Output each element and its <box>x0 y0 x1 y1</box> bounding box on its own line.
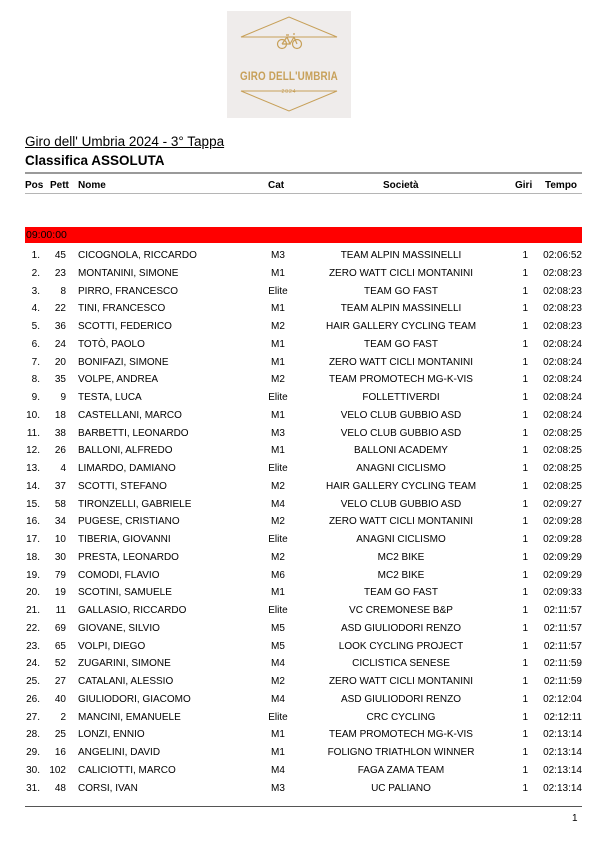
cell-team: FOLLETTIVERDI <box>362 392 440 403</box>
cell-rider-name: BALLONI, ALFREDO <box>78 445 173 457</box>
cell-position: 25. <box>26 676 40 687</box>
cell-rider-name: SCOTTI, STEFANO <box>78 480 167 492</box>
cell-laps: 1 <box>522 729 528 741</box>
cell-rider-name: TIRONZELLI, GABRIELE <box>78 498 192 510</box>
cell-category: M2 <box>271 480 285 492</box>
header-top-divider <box>25 172 582 174</box>
cell-team: ZERO WATT CICLI MONTANINI <box>328 516 474 528</box>
cell-team: HAIR GALLERY CYCLING TEAM <box>325 480 477 492</box>
cell-position: 11. <box>26 427 40 439</box>
cell-team: VELO CLUB GUBBIO ASD <box>340 409 462 421</box>
cell-laps: 1 <box>522 445 528 457</box>
cell-rider-name: CALICIOTTI, MARCO <box>78 764 176 776</box>
cell-rider-name: TESTA, LUCA <box>78 392 142 403</box>
cell-category: M1 <box>271 445 285 457</box>
cell-position: 2. <box>31 267 40 279</box>
cell-team: ZERO WATT CICLI MONTANINI <box>328 676 474 687</box>
cell-team: TEAM ALPIN MASSINELLI <box>340 250 462 261</box>
cell-position: 1. <box>31 250 40 261</box>
cell-bib-number: 16 <box>54 747 66 758</box>
cell-team: ASD GIULIODORI RENZO <box>340 693 461 705</box>
cell-rider-name: COMODI, FLAVIO <box>78 569 160 581</box>
cell-position: 15. <box>26 498 40 510</box>
cell-laps: 1 <box>522 764 528 776</box>
cell-laps: 1 <box>522 267 528 279</box>
cell-category: M3 <box>271 782 285 794</box>
cell-bib-number: 24 <box>54 338 66 350</box>
col-header-pett: Pett <box>50 180 69 191</box>
cell-position: 12. <box>26 445 40 457</box>
logo-year: 2024 <box>281 89 297 95</box>
cell-laps: 1 <box>522 587 528 599</box>
cell-laps: 1 <box>522 480 528 492</box>
cell-bib-number: 38 <box>54 427 66 439</box>
table-row <box>0 336 612 354</box>
cell-position: 9. <box>31 392 40 403</box>
cell-bib-number: 45 <box>54 250 66 261</box>
cell-time: 02:08:24 <box>543 374 582 386</box>
table-row <box>0 389 612 407</box>
table-row <box>0 247 612 265</box>
cell-category: Elite <box>268 392 288 403</box>
table-row <box>0 780 612 798</box>
cell-laps: 1 <box>522 569 528 581</box>
cell-team: MC2 BIKE <box>377 569 425 581</box>
cell-rider-name: PIRRO, FRANCESCO <box>78 285 179 297</box>
table-row <box>0 442 612 460</box>
cell-laps: 1 <box>522 605 528 616</box>
cell-bib-number: 65 <box>54 640 66 652</box>
cell-rider-name: MANCINI, EMANUELE <box>78 711 181 723</box>
cell-time: 02:08:24 <box>543 392 582 403</box>
cell-position: 31. <box>26 782 40 794</box>
cell-laps: 1 <box>522 622 528 634</box>
cell-time: 02:08:24 <box>543 356 582 368</box>
cell-team: VELO CLUB GUBBIO ASD <box>340 498 462 510</box>
cell-team: ZERO WATT CICLI MONTANINI <box>328 356 474 368</box>
cell-bib-number: 48 <box>54 782 66 794</box>
cell-bib-number: 19 <box>54 587 66 599</box>
cell-category: M1 <box>271 267 285 279</box>
cell-laps: 1 <box>522 676 528 687</box>
cell-team: ASD GIULIODORI RENZO <box>340 622 461 634</box>
table-row <box>0 283 612 301</box>
cell-laps: 1 <box>522 534 528 545</box>
cell-position: 10. <box>26 409 40 421</box>
cell-category: M4 <box>271 764 285 776</box>
cell-team: BALLONI ACADEMY <box>354 445 448 457</box>
table-row <box>0 265 612 283</box>
cell-laps: 1 <box>522 693 528 705</box>
cell-position: 21. <box>26 605 40 616</box>
cell-laps: 1 <box>522 463 528 474</box>
cell-rider-name: PRESTA, LEONARDO <box>78 551 179 563</box>
cell-time: 02:09:33 <box>543 587 582 599</box>
cell-position: 22. <box>26 622 40 634</box>
cell-time: 02:12:04 <box>543 693 582 705</box>
table-row <box>0 407 612 425</box>
cell-category: M1 <box>271 338 285 350</box>
table-row <box>0 513 612 531</box>
cell-bib-number: 9 <box>60 392 66 403</box>
cell-rider-name: GALLASIO, RICCARDO <box>78 605 187 616</box>
cell-time: 02:09:29 <box>543 569 582 581</box>
cell-rider-name: TOTÒ, PAOLO <box>78 338 145 350</box>
table-row <box>0 620 612 638</box>
cell-rider-name: MONTANINI, SIMONE <box>78 267 179 279</box>
cell-rider-name: VOLPI, DIEGO <box>78 640 146 652</box>
cell-laps: 1 <box>522 427 528 439</box>
cell-laps: 1 <box>522 338 528 350</box>
page-title[interactable]: Giro dell' Umbria 2024 - 3° Tappa <box>25 134 225 149</box>
cell-time: 02:08:23 <box>543 303 582 315</box>
table-row <box>0 762 612 780</box>
header-bottom-divider <box>25 193 582 194</box>
cell-rider-name: BARBETTI, LEONARDO <box>78 427 189 439</box>
table-row <box>0 531 612 549</box>
cell-rider-name: BONIFAZI, SIMONE <box>78 356 169 368</box>
cell-rider-name: GIOVANE, SILVIO <box>78 622 160 634</box>
cell-category: M4 <box>271 498 285 510</box>
cell-laps: 1 <box>522 658 528 670</box>
cell-position: 30. <box>26 764 40 776</box>
cell-rider-name: ZUGARINI, SIMONE <box>78 658 171 670</box>
table-row <box>0 318 612 336</box>
cell-team: LOOK CYCLING PROJECT <box>338 640 464 652</box>
cell-time: 02:11:57 <box>543 640 582 652</box>
cell-position: 13. <box>26 463 40 474</box>
cell-bib-number: 102 <box>49 764 66 776</box>
table-row <box>0 371 612 389</box>
table-row <box>0 567 612 585</box>
cell-time: 02:06:52 <box>543 250 582 261</box>
cell-bib-number: 26 <box>54 445 66 457</box>
cell-team: UC PALIANO <box>371 782 431 794</box>
cell-category: M1 <box>271 729 285 741</box>
cell-time: 02:13:14 <box>543 782 582 794</box>
col-header-cat: Cat <box>268 180 285 191</box>
cell-position: 19. <box>26 569 40 581</box>
cell-category: Elite <box>268 285 288 297</box>
cell-position: 26. <box>26 693 40 705</box>
cell-time: 02:08:25 <box>543 427 582 439</box>
cell-bib-number: 69 <box>54 622 66 634</box>
cell-category: M2 <box>271 676 285 687</box>
cell-category: M5 <box>271 622 285 634</box>
cell-bib-number: 23 <box>54 267 66 279</box>
cell-rider-name: ANGELINI, DAVID <box>78 747 161 758</box>
cell-laps: 1 <box>522 711 528 723</box>
cell-rider-name: CATALANI, ALESSIO <box>78 676 174 687</box>
cell-rider-name: SCOTINI, SAMUELE <box>78 587 172 599</box>
cell-category: M2 <box>271 516 285 528</box>
cell-time: 02:11:57 <box>543 622 582 634</box>
cell-bib-number: 79 <box>54 569 66 581</box>
cell-position: 4. <box>31 303 40 315</box>
table-row <box>0 496 612 514</box>
cell-position: 24. <box>26 658 40 670</box>
cell-bib-number: 25 <box>54 729 66 741</box>
cell-time: 02:13:14 <box>543 729 582 741</box>
cell-team: ANAGNI CICLISMO <box>356 463 446 474</box>
logo-text: GIRO DELL'UMBRIA <box>240 69 338 83</box>
bicycle-icon <box>278 34 302 49</box>
cell-laps: 1 <box>522 551 528 563</box>
table-row <box>0 709 612 727</box>
table-row <box>0 673 612 691</box>
cell-category: M2 <box>271 321 285 332</box>
cell-position: 29. <box>26 747 40 758</box>
cell-position: 6. <box>31 338 40 350</box>
page-number: 1 <box>572 813 578 824</box>
cell-rider-name: CICOGNOLA, RICCARDO <box>78 250 197 261</box>
table-row <box>0 602 612 620</box>
table-row <box>0 300 612 318</box>
cell-rider-name: LIMARDO, DAMIANO <box>78 463 176 474</box>
cell-time: 02:09:27 <box>543 498 582 510</box>
cell-position: 14. <box>26 480 40 492</box>
cell-time: 02:09:28 <box>543 534 582 545</box>
cell-team: TEAM ALPIN MASSINELLI <box>340 303 462 315</box>
cell-team: TEAM GO FAST <box>364 338 438 350</box>
cell-time: 02:11:59 <box>543 676 582 687</box>
cell-position: 7. <box>31 356 40 368</box>
cell-team: ANAGNI CICLISMO <box>356 534 446 545</box>
cell-team: FOLIGNO TRIATHLON WINNER <box>327 747 475 758</box>
cell-laps: 1 <box>522 747 528 758</box>
cell-time: 02:08:23 <box>543 267 582 279</box>
cell-position: 16. <box>26 516 40 528</box>
cell-bib-number: 58 <box>54 498 66 510</box>
classification-title: Classifica ASSOLUTA <box>25 153 165 168</box>
cell-time: 02:08:23 <box>543 321 582 332</box>
cell-rider-name: TINI, FRANCESCO <box>78 303 166 315</box>
cell-time: 02:13:14 <box>543 747 582 758</box>
cell-team: MC2 BIKE <box>377 551 425 563</box>
cell-bib-number: 27 <box>54 676 66 687</box>
cell-bib-number: 20 <box>54 356 66 368</box>
cell-time: 02:12:11 <box>543 711 582 723</box>
cell-category: M1 <box>271 587 285 599</box>
cell-laps: 1 <box>522 250 528 261</box>
table-row <box>0 638 612 656</box>
event-logo <box>227 11 351 118</box>
cell-time: 02:08:23 <box>543 285 582 297</box>
table-row <box>0 726 612 744</box>
cell-time: 02:08:25 <box>543 445 582 457</box>
table-row <box>0 425 612 443</box>
cell-position: 17. <box>26 534 40 545</box>
cell-bib-number: 8 <box>60 285 66 297</box>
cell-bib-number: 35 <box>54 374 66 386</box>
logo-frame-graphic <box>227 11 351 118</box>
start-group-bar <box>25 227 582 243</box>
table-row <box>0 691 612 709</box>
cell-team: TEAM PROMOTECH MG-K-VIS <box>329 374 473 386</box>
cell-category: M1 <box>271 356 285 368</box>
cell-bib-number: 34 <box>54 516 66 528</box>
cell-bib-number: 22 <box>54 303 66 315</box>
table-row <box>0 478 612 496</box>
cell-time: 02:08:24 <box>543 338 582 350</box>
cell-team: TEAM PROMOTECH MG-K-VIS <box>329 729 473 741</box>
cell-rider-name: CORSI, IVAN <box>78 782 138 794</box>
cell-rider-name: LONZI, ENNIO <box>78 729 145 741</box>
cell-bib-number: 11 <box>55 605 66 616</box>
cell-category: M1 <box>271 303 285 315</box>
cell-laps: 1 <box>522 356 528 368</box>
cell-category: M3 <box>271 250 285 261</box>
cell-time: 02:08:24 <box>543 409 582 421</box>
cell-team: ZERO WATT CICLI MONTANINI <box>328 267 474 279</box>
cell-time: 02:08:25 <box>543 463 582 474</box>
cell-team: VELO CLUB GUBBIO ASD <box>340 427 462 439</box>
col-header-societa: Società <box>383 180 419 191</box>
cell-category: Elite <box>268 463 288 474</box>
cell-category: M4 <box>271 658 285 670</box>
cell-rider-name: SCOTTI, FEDERICO <box>78 321 172 332</box>
cell-bib-number: 4 <box>60 463 66 474</box>
cell-position: 27. <box>26 711 40 723</box>
cell-time: 02:13:14 <box>543 764 582 776</box>
cell-category: M2 <box>271 374 285 386</box>
cell-laps: 1 <box>522 392 528 403</box>
cell-position: 18. <box>26 551 40 563</box>
cell-laps: 1 <box>522 782 528 794</box>
cell-team: FAGA ZAMA TEAM <box>357 764 445 776</box>
table-row <box>0 655 612 673</box>
cell-team: VC CREMONESE B&P <box>349 605 453 616</box>
table-row <box>0 744 612 762</box>
cell-laps: 1 <box>522 498 528 510</box>
table-row <box>0 354 612 372</box>
cell-bib-number: 2 <box>60 711 66 723</box>
start-group-label: 09:00:00 <box>26 229 67 241</box>
cell-team: HAIR GALLERY CYCLING TEAM <box>325 321 477 332</box>
cell-category: M3 <box>271 427 285 439</box>
col-header-giri: Giri <box>515 180 533 191</box>
cell-laps: 1 <box>522 640 528 652</box>
cell-category: M2 <box>271 551 285 563</box>
results-table <box>0 247 612 797</box>
cell-category: M1 <box>271 409 285 421</box>
cell-laps: 1 <box>522 285 528 297</box>
cell-laps: 1 <box>522 303 528 315</box>
cell-bib-number: 52 <box>54 658 66 670</box>
cell-time: 02:11:57 <box>543 605 582 616</box>
col-header-tempo: Tempo <box>545 180 578 191</box>
cell-time: 02:09:29 <box>543 551 582 563</box>
cell-laps: 1 <box>522 409 528 421</box>
cell-time: 02:11:59 <box>543 658 582 670</box>
cell-category: M4 <box>271 693 285 705</box>
cell-rider-name: CASTELLANI, MARCO <box>78 409 182 421</box>
cell-bib-number: 36 <box>54 321 66 332</box>
cell-team: CRC CYCLING <box>366 711 436 723</box>
cell-position: 20. <box>26 587 40 599</box>
cell-position: 3. <box>31 285 40 297</box>
cell-bib-number: 40 <box>54 693 66 705</box>
cell-category: M1 <box>271 747 285 758</box>
cell-category: Elite <box>268 534 288 545</box>
cell-rider-name: PUGESE, CRISTIANO <box>78 516 180 528</box>
cell-laps: 1 <box>522 516 528 528</box>
cell-time: 02:09:28 <box>543 516 582 528</box>
footer-divider <box>25 806 582 807</box>
cell-rider-name: GIULIODORI, GIACOMO <box>78 693 191 705</box>
cell-position: 8. <box>31 374 40 386</box>
cell-team: TEAM GO FAST <box>364 285 438 297</box>
cell-laps: 1 <box>522 374 528 386</box>
cell-position: 28. <box>26 729 40 741</box>
cell-rider-name: TIBERIA, GIOVANNI <box>78 534 171 545</box>
cell-position: 5. <box>31 321 40 332</box>
cell-bib-number: 30 <box>54 551 66 563</box>
cell-team: CICLISTICA SENESE <box>352 658 450 670</box>
cell-team: TEAM GO FAST <box>364 587 438 599</box>
cell-bib-number: 18 <box>54 409 66 421</box>
cell-bib-number: 37 <box>54 480 66 492</box>
table-row <box>0 549 612 567</box>
cell-time: 02:08:25 <box>543 480 582 492</box>
cell-bib-number: 10 <box>54 534 66 545</box>
cell-category: M5 <box>271 640 285 652</box>
cell-rider-name: VOLPE, ANDREA <box>78 374 159 386</box>
cell-position: 23. <box>26 640 40 652</box>
cell-category: Elite <box>268 711 288 723</box>
cell-laps: 1 <box>522 321 528 332</box>
col-header-name: Nome <box>78 180 106 191</box>
table-row <box>0 584 612 602</box>
cell-category: M6 <box>271 569 285 581</box>
cell-category: Elite <box>268 605 288 616</box>
table-row <box>0 460 612 478</box>
col-header-pos: Pos <box>25 180 44 191</box>
